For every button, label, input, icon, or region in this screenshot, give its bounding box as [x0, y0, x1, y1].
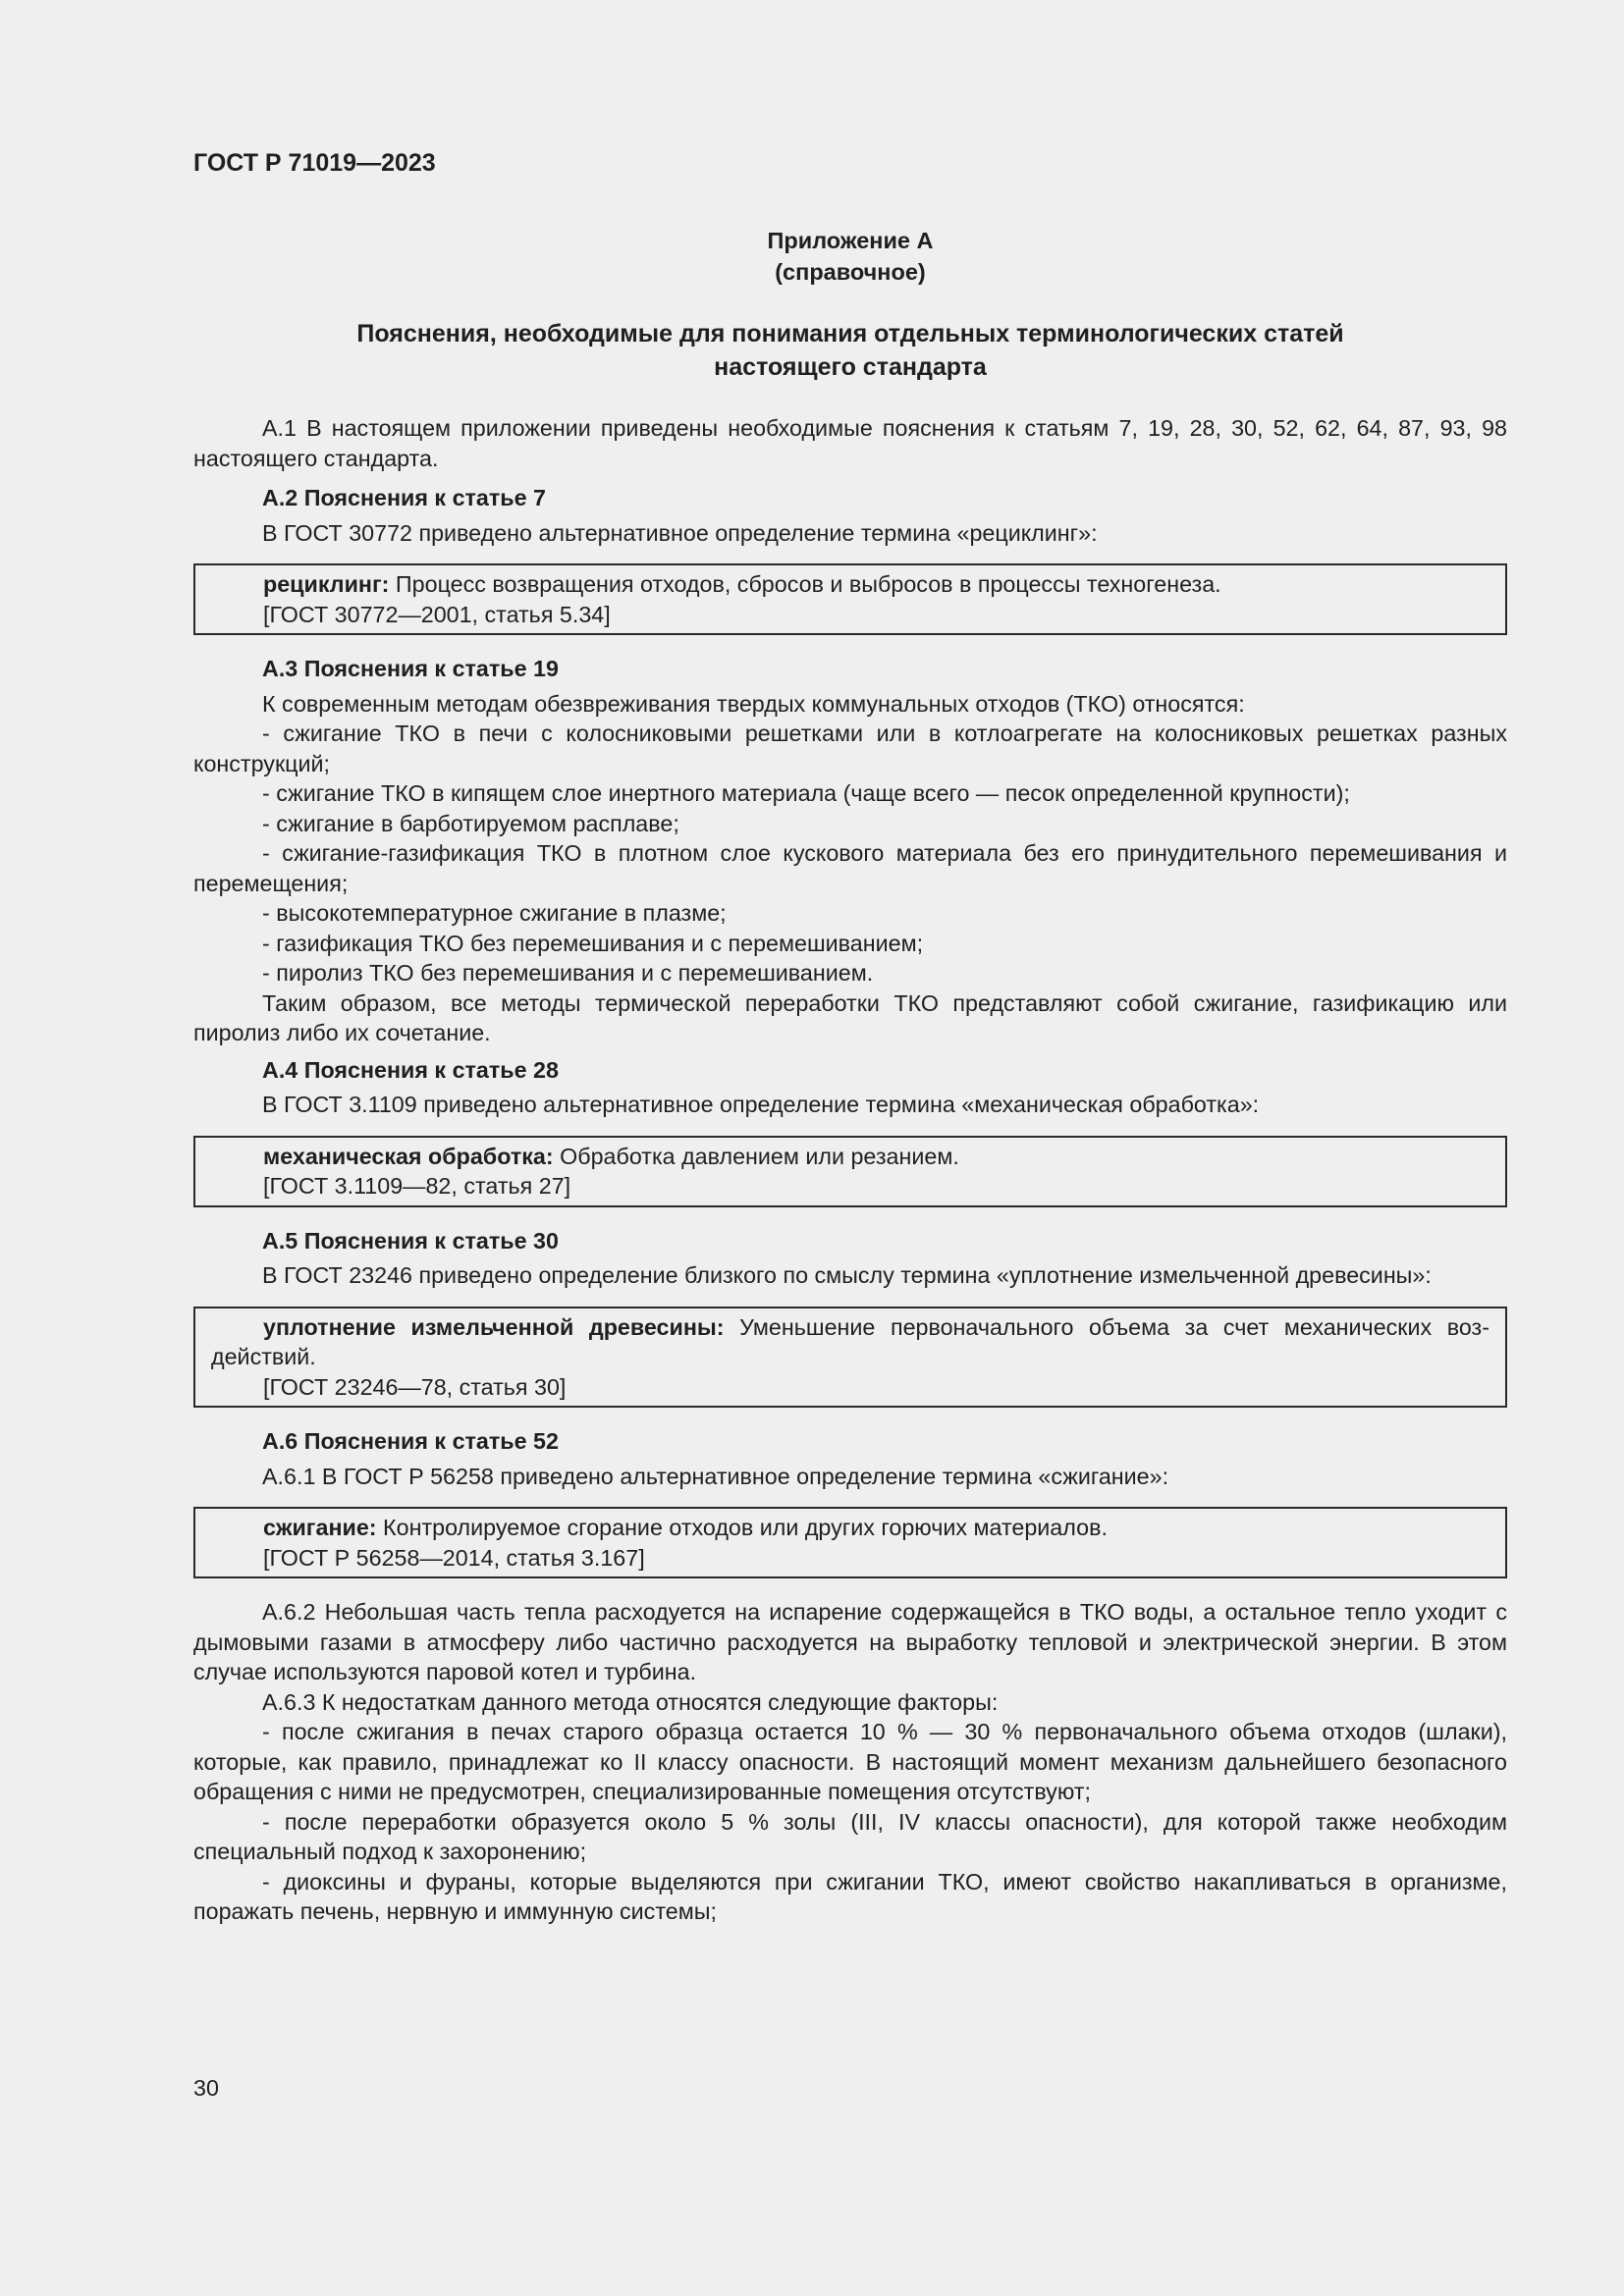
annex-type: (справочное): [775, 259, 926, 285]
definition-body: Процесс возвращения отходов, сбросов и выбросов в процессы техногенеза.: [389, 571, 1221, 597]
definition-body: Контролируемое сгорание отходов или других горючих материалов.: [376, 1515, 1108, 1540]
paragraph-a5-intro: В ГОСТ 23246 приведено определение близкого по смыслу термина «уплотнение измельченной древесины»:: [262, 1262, 1432, 1288]
paragraph-a6-3: А.6.3 К недостаткам данного метода относятся следующие факторы:: [262, 1688, 999, 1715]
section-heading-a5: А.5 Пояснения к статье 30: [262, 1227, 559, 1254]
definition-reference: [ГОСТ Р 56258—2014, статья 3.167]: [263, 1544, 645, 1571]
paragraph-a2-intro: В ГОСТ 30772 приведено альтернативное определение термина «рециклинг»:: [262, 519, 1098, 546]
definition-term: рециклинг:: [263, 571, 390, 597]
section-heading-a2: А.2 Пояснения к статье 7: [262, 485, 547, 510]
list-item: - сжигание ТКО в печи с колосниковыми решетками или в котлоагрегате на колосниковых решетках разных конструкций;: [193, 721, 1507, 776]
definition-reference: [ГОСТ 30772—2001, статья 5.34]: [263, 601, 611, 627]
section-heading-a6: А.6 Пояснения к статье 52: [262, 1428, 559, 1454]
paragraph-a3-intro: К современным методам обезвреживания твердых коммунальных отходов (ТКО) относятся:: [262, 690, 1245, 717]
paragraph-a3-conclusion: Таким образом, все методы термической переработки ТКО представляют собой сжигание, газификацию или пиролиз либо их сочетание.: [193, 989, 1507, 1045]
paragraph-a6-1: А.6.1 В ГОСТ Р 56258 приведено альтернативное определение термина «сжигание»:: [262, 1463, 1169, 1489]
paragraph-a6-2: А.6.2 Небольшая часть тепла расходуется на испарение содержащейся в ТКО воды, а остальное тепло уходит с дымовыми газами в атмосферу либо частично расходуется на выработку тепловой и электрической энергии. В этом случае используются паровой котел и турбина.: [193, 1599, 1507, 1684]
definition-body: Обработка давлением или резанием.: [553, 1143, 959, 1169]
definition-box-recycling: [193, 563, 1507, 635]
list-item: - сжигание-газификация ТКО в плотном слое кускового материала без его принудительного перемешивания и перемещения;: [193, 840, 1507, 896]
list-item: - сжигание ТКО в кипящем слое инертного материала (чаще всего — песок определенной крупности);: [262, 780, 1350, 806]
definition-term: сжигание:: [263, 1515, 377, 1540]
document-header: ГОСТ Р 71019—2023: [193, 149, 436, 177]
paragraph-a1: А.1 В настоящем приложении приведены необходимые пояснения к статьям 7, 19, 28, 30, 52, 62, 64, 87, 93, 98 настоящего стандарта.: [193, 415, 1507, 471]
paragraph-a4-intro: В ГОСТ 3.1109 приведено альтернативное определение термина «механическая обработка»:: [262, 1092, 1260, 1117]
definition-box-machining: [193, 1136, 1507, 1207]
definition-body: Уменьшение первоначального объема за счет механических воздействий.: [211, 1313, 1490, 1369]
definition-text: [211, 569, 1489, 600]
annex-heading: [193, 225, 1507, 288]
list-item: - пиролиз ТКО без перемешивания и с перемешиванием.: [262, 960, 874, 986]
page-number: 30: [193, 2075, 219, 2101]
definition-term: уплотнение измельченной древесины:: [263, 1313, 725, 1340]
definition-text: [211, 1513, 1489, 1543]
list-item: - после сжигания в печах старого образца остается 10 % — 30 % первоначального объема отходов (шлаки), которые, как правило, принадлежат ко II классу опасности. В настоящий момент механизм дальнейшего безопасного обращения с ними не предусмотрен, специализированные помещения отсутствуют;: [193, 1719, 1507, 1804]
document-body: [193, 413, 1507, 1927]
list-item: - высокотемпературное сжигание в плазме;: [262, 900, 727, 926]
list-item: - газификация ТКО без перемешивания и с перемешиванием;: [262, 930, 924, 956]
section-heading-a4: А.4 Пояснения к статье 28: [262, 1056, 559, 1083]
definition-text: [211, 1142, 1489, 1172]
annex-title-line2: настоящего стандарта: [714, 353, 987, 381]
definition-box-incineration: [193, 1507, 1507, 1578]
definition-text: [211, 1312, 1489, 1372]
annex-title-line1: Пояснения, необходимые для понимания отдельных терминологических статей: [356, 320, 1344, 347]
list-item: - после переработки образуется около 5 % золы (III, IV классы опасности), для которой также необходим специальный подход к захоронению;: [193, 1808, 1507, 1864]
list-item: - диоксины и фураны, которые выделяются при сжигании ТКО, имеют свойство накапливаться в организме, поражать печень, нервную и иммунную системы;: [193, 1868, 1507, 1924]
list-item: - сжигание в барботируемом расплаве;: [262, 810, 679, 836]
definition-reference: [ГОСТ 23246—78, статья 30]: [263, 1373, 567, 1400]
annex-label: Приложение А: [767, 228, 934, 253]
annex-title: [193, 317, 1507, 384]
definition-box-wood-compaction: [193, 1307, 1507, 1409]
definition-term: механическая обработка:: [263, 1143, 554, 1169]
definition-reference: [ГОСТ 3.1109—82, статья 27]: [263, 1173, 571, 1199]
document-page: [193, 0, 1507, 2296]
section-heading-a3: А.3 Пояснения к статье 19: [262, 656, 559, 681]
